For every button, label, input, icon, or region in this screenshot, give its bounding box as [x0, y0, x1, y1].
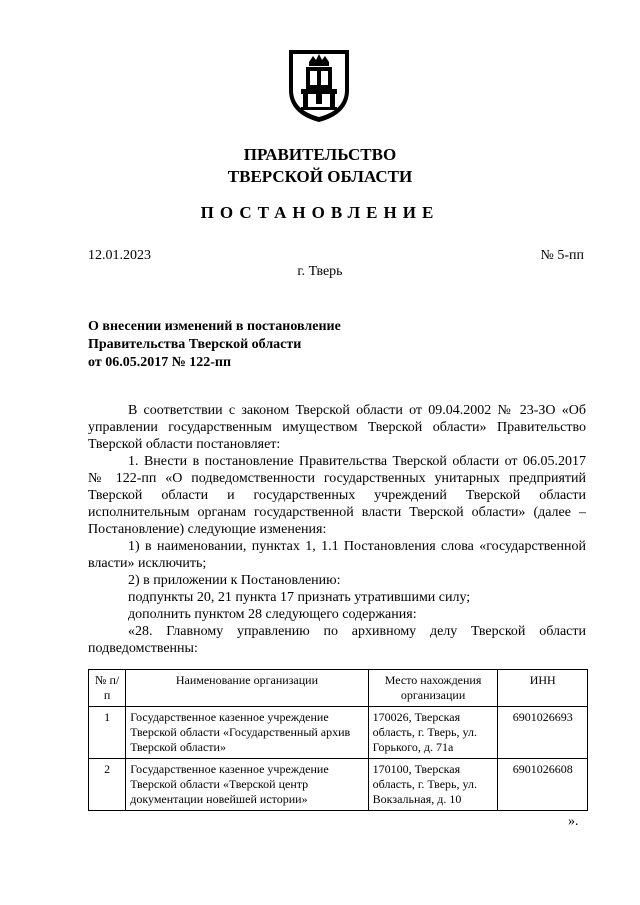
row-inn: 6901026693 [498, 707, 588, 759]
header-num: № п/п [89, 670, 126, 707]
subject-line3: от 06.05.2017 № 122-пп [88, 355, 232, 370]
body-paragraph-preamble: В соответствии с законом Тверской области от 09.04.2002 № 23-ЗО «Об управлении государственным имуществом Тверской области» Правительство Тверской области постановляет: [88, 403, 586, 452]
document-subject [88, 318, 341, 372]
subject-line1: О внесении изменений в постановление [88, 319, 341, 334]
row-inn: 6901026608 [498, 759, 588, 811]
row-name: Государственное казенное учреждение Тверской области «Тверской центр документации новейшей истории» [126, 759, 368, 811]
body-paragraph-item1-2: 2) в приложении к Постановлению: [128, 573, 341, 588]
body-paragraph-item28: «28. Главному управлению по архивному делу Тверской области подведомственны: [88, 624, 586, 656]
document-city: г. Тверь [297, 264, 343, 279]
body-paragraph-subitems: подпункты 20, 21 пункта 17 признать утратившими силу; [128, 590, 471, 605]
document-body [88, 402, 586, 657]
header-name: Наименование организации [126, 670, 368, 707]
header-inn: ИНН [498, 670, 588, 707]
row-num: 1 [89, 707, 126, 759]
subject-line2: Правительства Тверской области [88, 337, 302, 352]
body-paragraph-add-item: дополнить пунктом 28 следующего содержания: [128, 607, 417, 622]
table-row [89, 759, 588, 811]
government-title [0, 144, 640, 188]
tver-region-coat-of-arms-icon [285, 44, 353, 124]
table-header-row [89, 670, 588, 707]
closing-quote: ». [568, 814, 579, 829]
row-name: Государственное казенное учреждение Тверской области «Государственный архив Тверской области» [126, 707, 368, 759]
header-address: Место нахождения организации [368, 670, 498, 707]
body-paragraph-item1-1: 1) в наименовании, пунктах 1, 1.1 Постановления слова «государственной власти» исключить; [88, 539, 586, 571]
government-title-line1: ПРАВИТЕЛЬСТВО [243, 145, 397, 164]
row-address: 170100, Тверская область, г. Тверь, ул. Вокзальная, д. 10 [368, 759, 498, 811]
document-number: № 5-пп [540, 248, 584, 263]
table-row [89, 707, 588, 759]
row-address: 170026, Тверская область, г. Тверь, ул. Горького, д. 71а [368, 707, 498, 759]
row-num: 2 [89, 759, 126, 811]
body-paragraph-item1: 1. Внести в постановление Правительства Тверской области от 06.05.2017 № 122-пп «О подведомственности государственных унитарных предприятий Тверской области и государственных учреждений Тверской области исполнительным органам государственной власти Тверской области» (далее – Постановление) следующие изменения: [88, 454, 586, 537]
document-type-heading: ПОСТАНОВЛЕНИЕ [200, 203, 440, 222]
government-title-line2: ТВЕРСКОЙ ОБЛАСТИ [227, 167, 413, 186]
organizations-table [88, 669, 588, 811]
document-date: 12.01.2023 [88, 248, 151, 263]
